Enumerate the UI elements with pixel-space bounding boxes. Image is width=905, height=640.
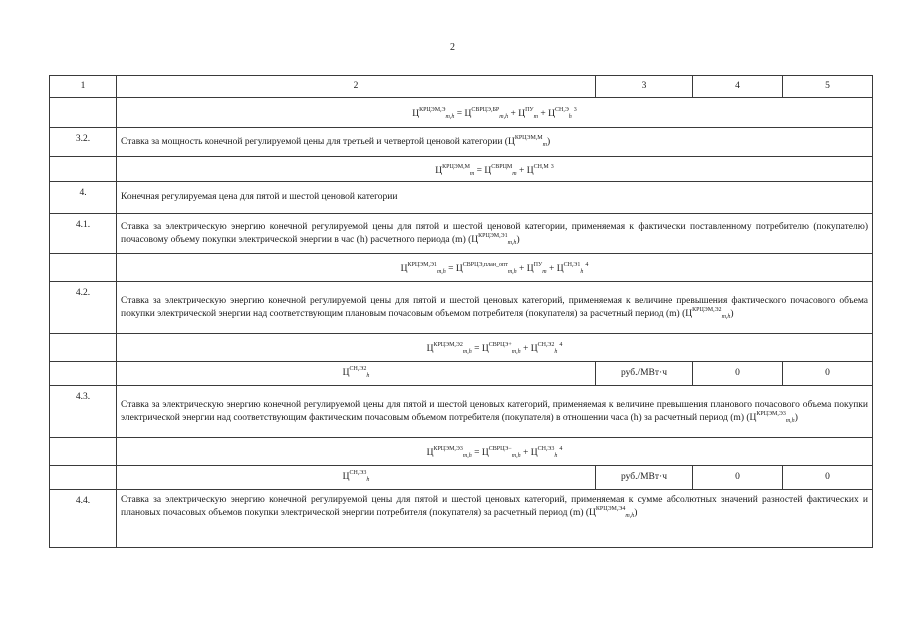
row-description: Ставка за мощность конечной регулируемой цены для третьей и четвертой ценовой категории $(Ц^{КРЦЭМ,М}_m)$ (117, 128, 873, 157)
value-row-e2 (50, 362, 873, 386)
row-description: Ставка за электрическую энергию конечной регулируемой цены для пятой и шестой ценовых категорий, применяемая к сумме абсолютных значений разностей фактических и плановых почасовых объемов покупки электрической энергии потребителя (покупателя) за расчетный период (m) $(Ц^{КРЦЭМ,Э4}_{m,h})$ (117, 490, 873, 548)
footnote-mark: 3 (550, 163, 554, 170)
formula-energy-e3: $Ц^{КРЦЭМ,Э3}_{m,h} = Ц^{СВРЦЭ-}_{m,h} + Ц^{СН,Э3}_h^4$ (117, 438, 873, 466)
formula-energy-3-4: $Ц^{КРЦЭМ,Э}_{m,h} = Ц^{СВРЦЭ,БР}_{m,h} + Ц^{ПУ}_m + Ц^{СН,Э}_h^3$ (117, 98, 873, 128)
row-number: 4.2. (50, 282, 117, 334)
row-number: 3.2. (50, 128, 117, 157)
header-col-3: 3 (596, 76, 693, 98)
unit-cell: руб./МВт·ч (596, 466, 693, 490)
value-symbol: $Ц^{СН,Э2}_h$ (117, 362, 596, 386)
header-col-1: 1 (50, 76, 117, 98)
formula-energy-e2: $Ц^{КРЦЭМ,Э2}_{m,h} = Ц^{СВРЦЭ+}_{m,h} + Ц^{СН,Э2}_h^4$ (117, 334, 873, 362)
footnote-mark: 3 (573, 107, 577, 114)
formula-row (50, 334, 873, 362)
page-number: 2 (450, 42, 455, 53)
header-col-5: 5 (783, 76, 873, 98)
section-row-4-4 (50, 490, 873, 548)
formula-row (50, 254, 873, 282)
row-description: Ставка за электрическую энергию конечной регулируемой цены для пятой и шестой ценовых категорий, применяемая к величине превышения фактического почасового объема покупки электрической энергии над соответствующим плановым почасовым объемом потребителя (покупателя) за расчетный период (m) $(Ц^{КРЦЭМ,Э2}_{m,h})$ (117, 282, 873, 334)
row-description: Ставка за электрическую энергию конечной регулируемой цены для пятой и шестой ценовых категорий, применяемая к величине превышения планового почасового объема покупки электрической энергии над соответствующим фактическим почасовым объемом потребителя (покупателя) в отношении часа (h) за расчетный период (m) $(Ц^{КРЦЭМ,Э3}_{m,h})$ (117, 386, 873, 438)
section-row-3-2 (50, 128, 873, 157)
value-col-5: 0 (783, 362, 873, 386)
header-col-2: 2 (117, 76, 596, 98)
section-row-4-3 (50, 386, 873, 438)
row-number: 4.4. (50, 490, 117, 548)
row-description: Ставка за электрическую энергию конечной регулируемой цены для пятой и шестой ценовой категории, применяемая к фактически поставленному потребителю (покупателю) почасовому объему покупки электрической энергии в час (h) расчетного периода (m) $(Ц^{КРЦЭМ,Э1}_{m,h})$ (117, 214, 873, 254)
value-symbol: $Ц^{СН,Э3}_h$ (117, 466, 596, 490)
formula-capacity: $Ц^{КРЦЭМ,М}_m = Ц^{СВРЦМ}_m + Ц^{СН,М}$ $^3$ (117, 157, 873, 182)
footnote-mark: 4 (559, 446, 563, 453)
header-row (50, 76, 873, 98)
section-row-4-2 (50, 282, 873, 334)
unit-cell: руб./МВт·ч (596, 362, 693, 386)
row-number: 4.3. (50, 386, 117, 438)
value-col-4: 0 (693, 362, 783, 386)
header-col-4: 4 (693, 76, 783, 98)
formula-row (50, 98, 873, 128)
section-row-4-1 (50, 214, 873, 254)
tariff-table (49, 75, 873, 548)
row-number: 4. (50, 182, 117, 214)
row-description: Конечная регулируемая цена для пятой и шестой ценовой категории (117, 182, 873, 214)
formula-row (50, 157, 873, 182)
section-row-4 (50, 182, 873, 214)
formula-row (50, 438, 873, 466)
value-col-5: 0 (783, 466, 873, 490)
footnote-mark: 4 (559, 342, 563, 349)
row-number: 4.1. (50, 214, 117, 254)
formula-energy-e1: $Ц^{КРЦЭМ,Э1}_{m,h} = Ц^{СВРЦЭ,план\_опт}_{m,h} + Ц^{ПУ}_m + Ц^{СН,Э1}_h^4$ (117, 254, 873, 282)
value-col-4: 0 (693, 466, 783, 490)
footnote-mark: 4 (585, 262, 589, 269)
value-row-e3 (50, 466, 873, 490)
